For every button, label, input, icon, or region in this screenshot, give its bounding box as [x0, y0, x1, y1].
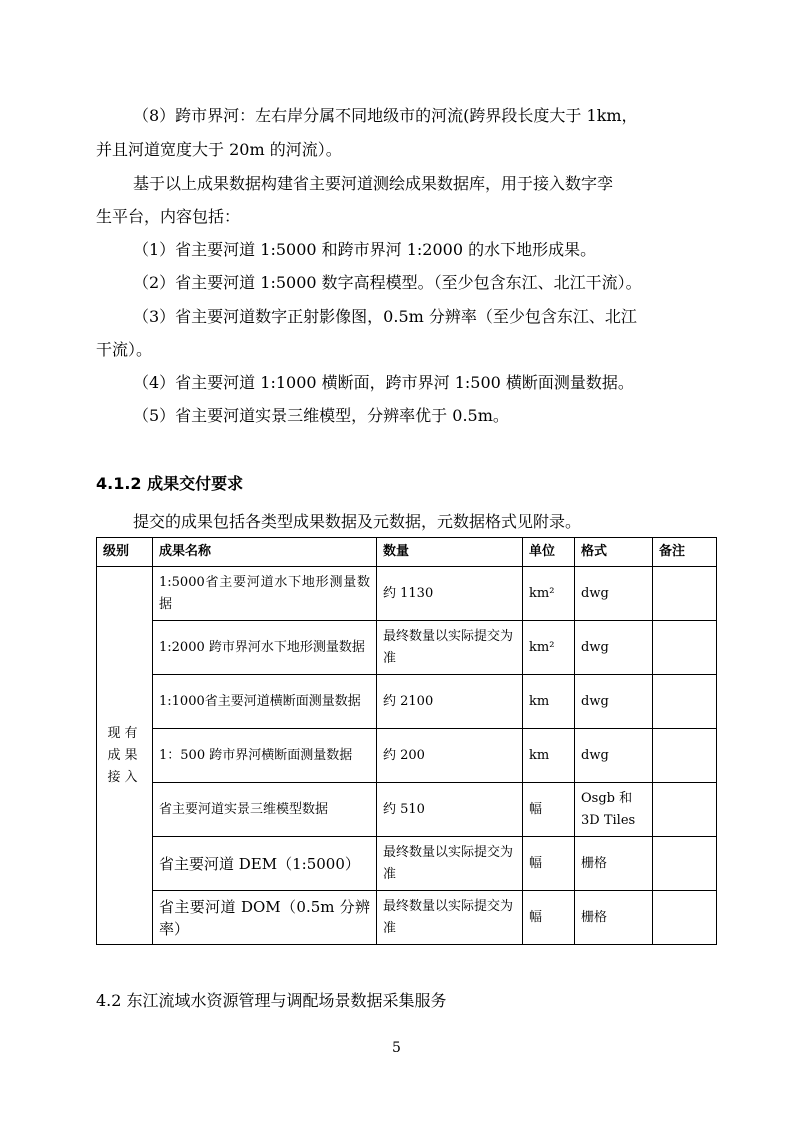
paragraph-line: （2）省主要河道 1:5000 数字高程模型。（至少包含东江、北江干流）。	[133, 273, 642, 292]
name-cell: 1:1000省主要河道横断面测量数据	[153, 675, 377, 729]
table-header-row	[97, 538, 717, 567]
format-cell: 栅格	[575, 891, 653, 945]
header-cell: 成果名称	[153, 538, 377, 567]
paragraph-line: 生平台，内容包括：	[96, 207, 241, 226]
format-cell: dwg	[575, 567, 653, 621]
format-cell: dwg	[575, 729, 653, 783]
note-cell	[653, 675, 717, 729]
unit-cell: km	[523, 729, 575, 783]
format-cell: Osgb 和 3D Tiles	[575, 783, 653, 837]
header-cell: 格式	[575, 538, 653, 567]
qty-cell: 最终数量以实际提交为准	[377, 621, 523, 675]
note-cell	[653, 729, 717, 783]
table-row	[97, 783, 717, 837]
paragraph-line: （5）省主要河道实景三维模型，分辨率优于 0.5m。	[133, 406, 509, 425]
name-cell: 1:2000 跨市界河水下地形测量数据	[153, 621, 377, 675]
header-cell: 单位	[523, 538, 575, 567]
note-cell	[653, 891, 717, 945]
level-cell: 现有成果接入	[97, 567, 153, 945]
note-cell	[653, 621, 717, 675]
qty-cell: 最终数量以实际提交为准	[377, 837, 523, 891]
format-cell: 栅格	[575, 837, 653, 891]
paragraph-line: 基于以上成果数据构建省主要河道测绘成果数据库，用于接入数字孪	[133, 174, 614, 193]
paragraph-line: （1）省主要河道 1:5000 和跨市界河 1:2000 的水下地形成果。	[133, 240, 597, 259]
unit-cell: km²	[523, 567, 575, 621]
name-cell: 1:5000省主要河道水下地形测量数据	[153, 567, 377, 621]
name-cell: 省主要河道 DEM（1:5000）	[153, 837, 377, 891]
unit-cell: km²	[523, 621, 575, 675]
header-cell: 数量	[377, 538, 523, 567]
table-row	[97, 675, 717, 729]
paragraph-line: 并且河道宽度大于 20m 的河流）。	[96, 140, 342, 159]
paragraph-line: （3）省主要河道数字正射影像图，0.5m 分辨率（至少包含东江、北江	[133, 307, 637, 326]
table-row	[97, 729, 717, 783]
deliverables-table	[96, 537, 717, 945]
header-cell: 级别	[97, 538, 153, 567]
unit-cell: km	[523, 675, 575, 729]
qty-cell: 约 2100	[377, 675, 523, 729]
note-cell	[653, 567, 717, 621]
qty-cell: 约 510	[377, 783, 523, 837]
note-cell	[653, 837, 717, 891]
unit-cell: 幅	[523, 783, 575, 837]
table-row	[97, 837, 717, 891]
format-cell: dwg	[575, 621, 653, 675]
table-row	[97, 621, 717, 675]
page-number: 5	[392, 1040, 401, 1056]
section-heading-4-2: 4.2 东江流域水资源管理与调配场景数据采集服务	[96, 991, 447, 1010]
qty-cell: 约 200	[377, 729, 523, 783]
table-row	[97, 567, 717, 621]
paragraph-line: 干流）。	[96, 340, 153, 359]
name-cell: 省主要河道实景三维模型数据	[153, 783, 377, 837]
header-cell: 备注	[653, 538, 717, 567]
name-cell: 省主要河道 DOM（0.5m 分辨率）	[153, 891, 377, 945]
qty-cell: 约 1130	[377, 567, 523, 621]
paragraph-line: （8）跨市界河：左右岸分属不同地级市的河流(跨界段长度大于 1km，	[133, 106, 638, 125]
note-cell	[653, 783, 717, 837]
qty-cell: 最终数量以实际提交为准	[377, 891, 523, 945]
section-heading-4-1-2: 4.1.2 成果交付要求	[96, 474, 244, 493]
name-cell: 1：500 跨市界河横断面测量数据	[153, 729, 377, 783]
unit-cell: 幅	[523, 837, 575, 891]
format-cell: dwg	[575, 675, 653, 729]
paragraph-line: （4）省主要河道 1:1000 横断面，跨市界河 1:500 横断面测量数据。	[133, 373, 634, 392]
section-intro: 提交的成果包括各类型成果数据及元数据，元数据格式见附录。	[133, 512, 582, 531]
unit-cell: 幅	[523, 891, 575, 945]
table-row	[97, 891, 717, 945]
